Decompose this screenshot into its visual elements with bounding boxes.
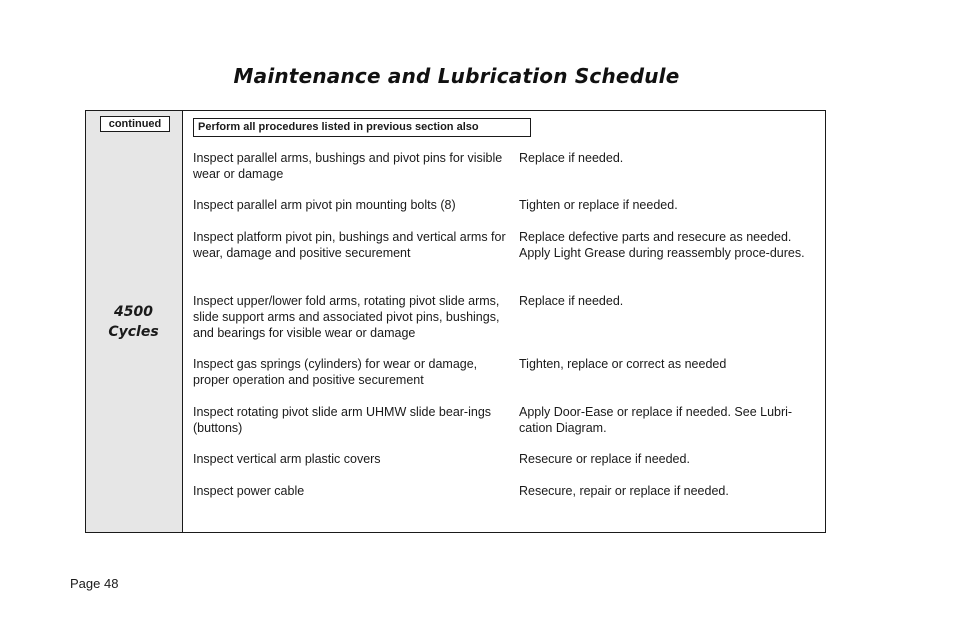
task-text: Inspect power cable: [193, 484, 305, 498]
task-text: Inspect parallel arm pivot pin mounting bolts (8): [193, 198, 456, 212]
page-number: Page 48: [70, 576, 119, 591]
action-text: Replace defective parts and resecure as needed. Apply Light Grease during reassembly proce-dures.: [519, 230, 805, 260]
task-text: Inspect parallel arms, bushings and pivot pins for visible wear or damage: [193, 151, 503, 181]
action-text: Resecure, repair or replace if needed.: [519, 484, 729, 498]
task-text: Inspect platform pivot pin, bushings and vertical arms for wear, damage and positive securement: [193, 230, 506, 260]
procedures-note: Perform all procedures listed in previous section also: [193, 118, 531, 137]
action-text: Tighten, replace or correct as needed: [519, 357, 727, 371]
action-text: Replace if needed.: [519, 294, 624, 308]
action-text: Apply Door-Ease or replace if needed. See Lubri-cation Diagram.: [519, 405, 793, 435]
continued-label: continued: [100, 116, 170, 132]
task-text: Inspect vertical arm plastic covers: [193, 452, 381, 466]
action-text: Replace if needed.: [519, 151, 624, 165]
interval-label: [86, 302, 181, 342]
interval-column: [86, 111, 183, 532]
task-text: Inspect rotating pivot slide arm UHMW slide bear-ings (buttons): [193, 405, 492, 435]
task-text: Inspect upper/lower fold arms, rotating pivot slide arms, slide support arms and associated pivot pins, bushings, and bearings for visible wear or damage: [193, 294, 500, 340]
page-title: Maintenance and Lubrication Schedule: [233, 64, 680, 88]
schedule-table: [85, 110, 826, 533]
interval-number: 4500: [114, 304, 153, 320]
action-text: Tighten or replace if needed.: [519, 198, 678, 212]
task-text: Inspect gas springs (cylinders) for wear or damage, proper operation and positive securement: [193, 357, 478, 387]
action-text: Resecure or replace if needed.: [519, 452, 690, 466]
interval-unit: Cycles: [108, 324, 159, 340]
